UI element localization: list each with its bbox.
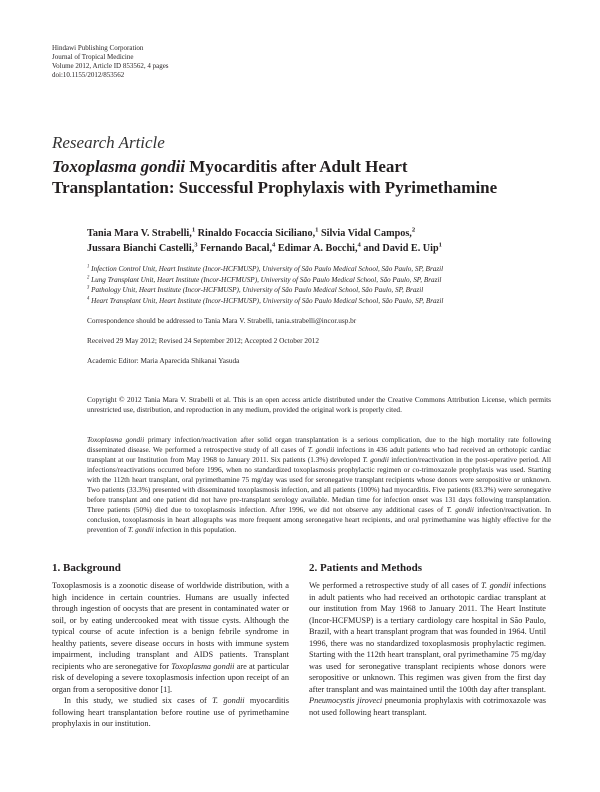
section-methods-body xyxy=(309,580,546,718)
title-italic: Toxoplasma gondii xyxy=(52,157,186,176)
article-type: Research Article xyxy=(52,133,165,152)
author-line-1: Tania Mara V. Strabelli,$^1$ Rinaldo Focaccia Siciliano,$^1$ Silvia Vidal Campos,$^2$ xyxy=(87,226,416,239)
author: Silvia Vidal Campos, xyxy=(318,228,412,239)
author: and David E. Uip xyxy=(360,243,439,254)
paragraph: In this study, we studied six cases of T. gondii myocarditis following heart transplantation before routine use of pyrimethamine prophylaxis in our institution. xyxy=(52,696,289,728)
section-heading-background: 1. Background xyxy=(52,562,121,574)
author-line-2: Jussara Bianchi Castelli,$^3$ Fernando Bacal,$^4$ Edimar A. Bocchi,$^4$ and David E. Uip$^1$ xyxy=(87,241,442,254)
author: Rinaldo Focaccia Siciliano, xyxy=(195,228,316,239)
affiliation: $^1$ Infection Control Unit, Heart Institute (Incor-HCFMUSP), University of São Paulo Medical School, São Paulo, SP, Brazil xyxy=(87,264,444,273)
academic-editor: Academic Editor: Maria Aparecida Shikanai Yasuda xyxy=(87,356,240,365)
volume-info: Volume 2012, Article ID 853562, 4 pages xyxy=(52,62,169,70)
author: Jussara Bianchi Castelli, xyxy=(87,243,195,254)
copyright-notice: Copyright © 2012 Tania Mara V. Strabelli et al. This is an open access article distributed under the Creative Commons Attribution License, which permits unrestricted use, distribution, and reproduction in any medium, provided the original work is properly cited. xyxy=(87,395,551,414)
title-line2: Transplantation: Successful Prophylaxis with Pyrimethamine xyxy=(52,178,498,197)
affiliation-list xyxy=(87,264,443,306)
author-list xyxy=(87,226,587,256)
author: Edimar A. Bocchi, xyxy=(275,243,358,254)
author: Tania Mara V. Strabelli, xyxy=(87,228,192,239)
journal-header xyxy=(52,44,169,80)
author: Fernando Bacal, xyxy=(197,243,273,254)
section-heading-methods: 2. Patients and Methods xyxy=(309,562,423,574)
paragraph: Toxoplasmosis is a zoonotic disease of worldwide distribution, with a high incidence in certain countries. Humans are usually infected through ingestion of oocysts that are present in contaminated water or soil, or by eating undercooked meat with tissue cysts. Although the typical course of acute infection is a benign febrile syndrome in healthy patients, severe disease occurs in hosts with immune system impairment, including transplant and AIDS patients. Transplant recipients who are seronegative for Toxoplasma gondii are at particular risk of developing a severe toxoplasmosis infection upon receipt of an organ from a seropositive donor [1]. xyxy=(52,581,290,694)
received-dates: Received 29 May 2012; Revised 24 September 2012; Accepted 2 October 2012 xyxy=(87,336,320,345)
doi-link[interactable]: doi:10.1155/2012/853562 xyxy=(52,71,125,79)
section-background-body xyxy=(52,580,289,730)
title-line1: Myocarditis after Adult Heart xyxy=(185,157,408,176)
publisher-name: Hindawi Publishing Corporation xyxy=(52,44,144,52)
paper-title xyxy=(52,156,572,198)
correspondence: Correspondence should be addressed to Tania Mara V. Strabelli, tania.strabelli@incor.usp.br xyxy=(87,316,357,325)
affiliation: $^3$ Pathology Unit, Heart Institute (Incor-HCFMUSP), University of São Paulo Medical School, São Paulo, SP, Brazil xyxy=(87,285,424,294)
affiliation: $^2$ Lung Transplant Unit, Heart Institute (Incor-HCFMUSP), University of São Paulo Medical School, São Paulo, SP, Brazil xyxy=(87,275,442,284)
abstract: Toxoplasma gondii primary infection/reactivation after solid organ transplantation is a serious complication, due to the high mortality rate following disseminated disease. We performed a retrospective study of all cases of T. gondii infections in 436 adult patients who had received an orthotopic cardiac transplant at our Institution from May 1968 to January 2011. Six patients (1.3%) developed T. gondii infection/reactivation in the post-operative period. All infections/reactivations occurred before 1996, when no standardized toxoplasmosis prophylactic regimen or co-trimoxazole prophylaxis was used. Starting with the 112th heart transplant, oral pyrimethamine 75 mg/day was used for seronegative transplant recipients whose donors were seropositive or unknown. Two patients (33.3%) presented with disseminated toxoplasmosis infection, and all patients (100%) had myocarditis. Five patients (83.3%) were seronegative before transplant and one patient did not have pre-transplant serology available. Median time for infection onset was 131 days following transplantation. Three patients (50%) died due to toxoplasmosis infection. After 1996, we did not observe any additional cases of T. gondii infection/reactivation. In conclusion, toxoplasmosis in heart allographs was more frequent among seronegative heart recipients, and oral pyrimethamine was highly effective for the prevention of T. gondii infection in this population. xyxy=(87,435,552,534)
affiliation: $^4$ Heart Transplant Unit, Heart Institute (Incor-HCFMUSP), University of São Paulo Medical School, São Paulo, SP, Brazil xyxy=(87,296,444,305)
journal-name: Journal of Tropical Medicine xyxy=(52,53,134,61)
paragraph: We performed a retrospective study of all cases of T. gondii infections in adult patients who had received an orthotopic cardiac transplant at our institution from May 1968 to January 2011. The Heart Institute (Incor-HCFMUSP) is a tertiary cardiology care hospital in São Paulo, Brazil, with a heart transplant program that was founded in 1964. Until 1996, there was no standardized toxoplasmosis prophylactic regimen. Starting with the 112th heart transplant, oral pyrimethamine 75 mg/day was used for seronegative transplant recipients whose donors were seropositive or unknown. This regimen was given from the first day after transplant and was maintained until the 100th day after transplant. Pneumocystis jiroveci pneumonia prophylaxis with cotrimoxazole was not used following heart transplant. xyxy=(309,581,546,717)
